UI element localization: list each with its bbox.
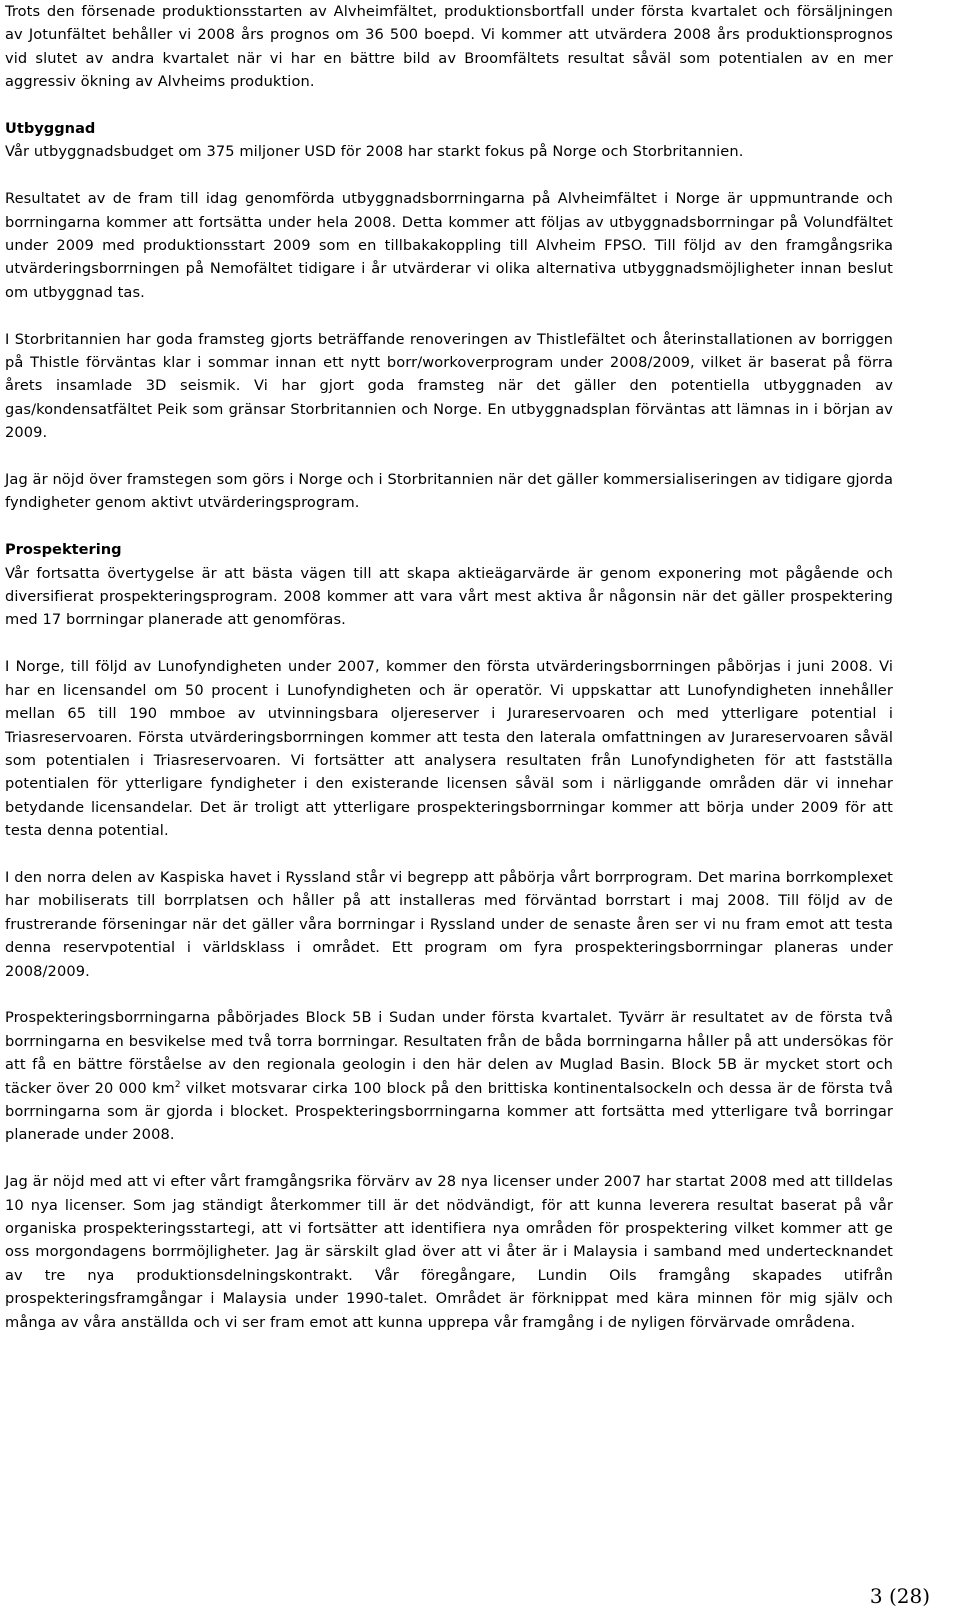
- spacer: [5, 94, 893, 117]
- section-heading-utbyggnad: Utbyggnad: [5, 120, 96, 138]
- spacer: [5, 164, 893, 187]
- document-page: [5, 0, 893, 1334]
- paragraph: I Storbritannien har goda framsteg gjorts beträffande renoveringen av Thistlefältet och återinstallationen av borriggen på Thistle förväntas klar i sommar innan ett nytt borr/workoverprogram under 2008/2009, vilket är baserat på förra årets insamlade 3D seismik. Vi har gjort goda framsteg när det gäller den potentiella utbyggnaden av gas/kondensatfältet Peik som gränsar Storbritannien och Norge. En utbyggnadsplan förväntas att lämnas in i början av 2009.: [5, 330, 893, 442]
- paragraph: I den norra delen av Kaspiska havet i Ryssland står vi begrepp att påbörja vårt borrprogram. Det marina borrkomplexet har mobiliserats till borrplatsen och håller på att installeras med förväntad borrstart i maj 2008. Till följd av de frustrerande förseningar när det gäller våra borrningar i Ryssland under de senaste åren ser vi nu fram emot att testa denna reservpotential i världsklass i området. Ett program om fyra prospekteringsborrningar planeras under 2008/2009.: [5, 868, 893, 980]
- paragraph-text-part: Prospekteringsborrningarna påbörjades Block 5B i Sudan under första kvartalet. Tyvärr är resultatet av de första två borrningarna en besvikelse med två torra borrningar. Resultaten från de båda borrningarna håller på att undersökas för att få en bättre förståelse av den regionala geologin i den här delen av Muglad Basin. Block 5B är mycket stort och täcker över 20 000 km: [5, 1009, 893, 1097]
- spacer: [5, 304, 893, 327]
- spacer: [5, 445, 893, 468]
- spacer: [5, 632, 893, 655]
- paragraph: I Norge, till följd av Lunofyndigheten under 2007, kommer den första utvärderingsborrningen påbörjas i juni 2008. Vi har en licensandel om 50 procent i Lunofyndigheten och är operatör. Vi uppskattar att Lunofyndigheten innehåller mellan 65 till 190 mmboe av utvinningsbara oljereserver i Jurareservoaren och med ytterligare potential i Triasreservoaren. Första utvärderingsborrningen kommer att testa den laterala omfattningen av Jurareservoaren såväl som potentialen i Triasreservoaren. Vi fortsätter att analysera resultaten från Lunofyndigheten för att fastställa potentialen för ytterligare fyndigheter i den existerande licensen såväl som i närliggande områden där vi innehar betydande licensandelar. Det är troligt att ytterligare prospekteringsborrningar kommer att börja under 2009 för att testa denna potential.: [5, 658, 893, 840]
- paragraph: Jag är nöjd över framstegen som görs i Norge och i Storbritannien när det gäller kommersialiseringen av tidigare gjorda fyndigheter genom aktivt utvärderingsprogram.: [5, 471, 893, 512]
- spacer: [5, 983, 893, 1006]
- spacer: [5, 515, 893, 538]
- intro-paragraph: Trots den försenade produktionsstarten av Alvheimfältet, produktionsbortfall under första kvartalet och försäljningen av Jotunfältet behåller vi 2008 års prognos om 36 500 boepd. Vi kommer att utvärdera 2008 års produktionsprognos vid slutet av andra kvartalet när vi har en bättre bild av Broomfältets resultat såväl som potentialen av en mer aggressiv ökning av Alvheims produktion.: [5, 3, 893, 91]
- spacer: [5, 1147, 893, 1170]
- section-lead-utbyggnad: Vår utbyggnadsbudget om 375 miljoner USD för 2008 har starkt fokus på Norge och Storbritannien.: [5, 143, 744, 161]
- paragraph: Resultatet av de fram till idag genomförda utbyggnadsborrningarna på Alvheimfältet i Norge är uppmuntrande och borrningarna kommer att fortsätta under hela 2008. Detta kommer att följas av utbyggnadsborrningar på Volundfältet under 2009 med produktionsstart 2009 som en tillbakakoppling till Alvheim FPSO. Till följd av den framgångsrika utvärderingsborrningen på Nemofältet tidigare i år utvärderar vi olika alternativa utbyggnadsmöjligheter innan beslut om utbyggnad tas.: [5, 190, 893, 301]
- paragraph-text-part: vilket motsvarar cirka 100 block på den brittiska kontinentalsockeln och dessa är de första två borrningarna som är gjorda i blocket. Prospekteringsborrningarna kommer att fortsätta med ytterligare två borringar planerade under 2008.: [5, 1079, 893, 1144]
- section-heading-prospektering: Prospektering: [5, 541, 122, 559]
- section-lead-prospektering: Vår fortsatta övertygelse är att bästa vägen till att skapa aktieägarvärde är genom exponering mot pågående och diversifierat prospekteringsprogram. 2008 kommer att vara vårt mest aktiva år någonsin när det gäller prospektering med 17 borrningar planerade att genomföras.: [5, 564, 893, 629]
- superscript: 2: [174, 1079, 181, 1090]
- paragraph-sudan: [5, 1006, 893, 1146]
- paragraph: Jag är nöjd med att vi efter vårt framgångsrika förvärv av 28 nya licenser under 2007 har startat 2008 med att tilldelas 10 nya licenser. Som jag ständigt återkommer till är det nödvändigt, för att kunna leverera resultat baserat på vår organiska prospekteringsstartegi, att vi fortsätter att identifiera nya områden för prospektering vilket kommer att ge oss morgondagens borrmöjligheter. Jag är särskilt glad över att vi åter är i Malaysia i samband med undertecknandet av tre nya produktionsdelningskontrakt. Vår föregångare, Lundin Oils framgång skapades utifrån prospekteringsframgångar i Malaysia under 1990-talet. Området är förknippat med kära minnen för mig själv och många av våra anställda och vi ser fram emot att kunna upprepa vår framgång i de nyligen förvärvade områdena.: [5, 1173, 893, 1331]
- spacer: [5, 843, 893, 866]
- page-number: 3 (28): [869, 1584, 930, 1608]
